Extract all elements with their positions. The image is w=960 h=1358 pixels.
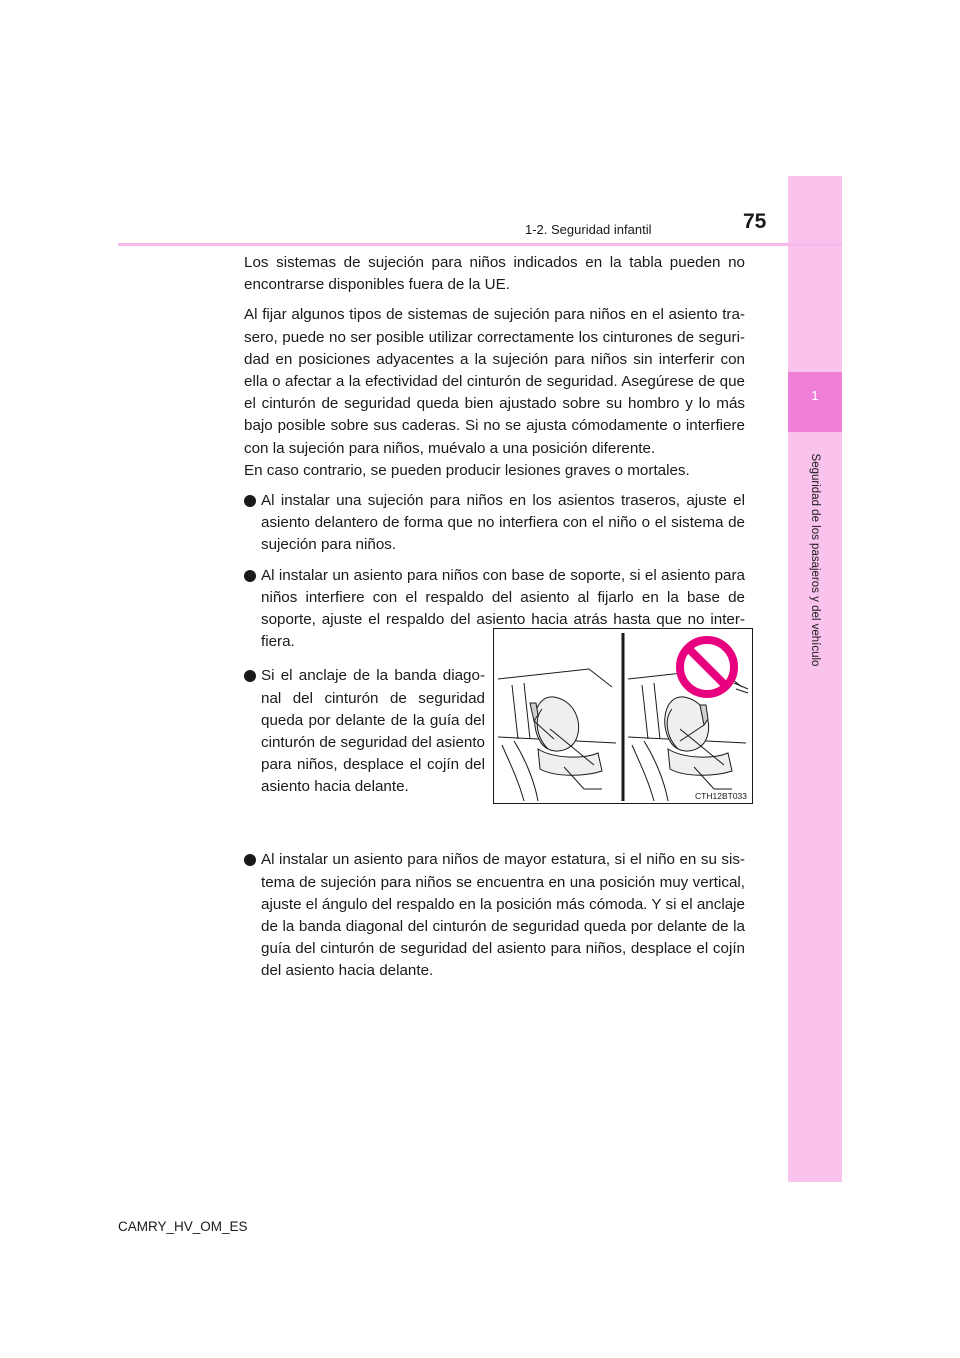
figure-code: CTH12BT033	[695, 791, 747, 801]
body-content	[244, 252, 745, 983]
bullet-dot-icon	[244, 570, 256, 582]
illustration-drawing	[494, 629, 752, 803]
section-title: 1-2. Seguridad infantil	[525, 222, 652, 237]
paragraph-eu-availability: Los sistemas de sujeción para niños indicados en la tabla pueden no encontrarse disponibles fuera de la UE.	[244, 254, 745, 294]
chapter-number: 1	[811, 388, 819, 403]
paragraph-warning: En caso contrario, se pueden producir lesiones graves o mortales.	[244, 461, 690, 479]
prohibition-icon	[680, 640, 734, 694]
bullet-dot-icon	[244, 495, 256, 507]
bullet-item: Al instalar una sujeción para niños en los asientos traseros, ajuste el asiento delantero de forma que no interfiera con el niño o el sistema de sujeción para niños.	[244, 490, 745, 557]
chapter-side-tab	[788, 176, 842, 1182]
bullet-item: Si el anclaje de la banda diago-nal del cinturón de seguridad queda por delante de la guía del cinturón de seguridad del asiento para niños, desplace el cojín del asiento hacia delante.	[244, 665, 745, 841]
document-code: CAMRY_HV_OM_ES	[118, 1219, 248, 1234]
chapter-title: Seguridad de los pasajeros y del vehículo	[809, 453, 821, 667]
header-divider	[118, 243, 842, 246]
bullet-dot-icon	[244, 670, 256, 682]
bullet-item: Al instalar un asiento para niños con base de soporte, si el asiento para niños interfiere con el respaldo del asiento al fijarlo en la base de soporte, ajuste el respaldo del asiento hacia atrás hasta que no inter-fiera.	[244, 565, 745, 654]
bullet-dot-icon	[244, 854, 256, 866]
child-seat-belt-illustration	[493, 628, 753, 804]
paragraph-rear-seat-belts: Al fijar algunos tipos de sistemas de sujeción para niños en el asiento tra-sero, puede no ser posible utilizar correctamente los cinturones de seguri-dad en posiciones adyacentes a la sujeción para niños sin interferir con ella o afectar a la efectividad del cinturón de seguridad. Asegúrese de que el cinturón de seguridad queda bien ajustado sobre su hombro y lo más bajo posible sobre sus caderas. Si no se ajusta cómodamente o interfiere con la sujeción para niños, muévalo a una posición diferente.	[244, 306, 745, 457]
page-number: 75	[743, 210, 767, 233]
bullet-item: Al instalar un asiento para niños de mayor estatura, si el niño en su sis-tema de sujeción para niños se encuentra en una posición muy vertical, ajuste el ángulo del respaldo en la posición más cómoda. Y si el anclaje de la banda diagonal del cinturón de seguridad queda por delante de la guía del cinturón de seguridad del asiento para niños, desplace el cojín del asiento hacia delante.	[244, 849, 745, 982]
